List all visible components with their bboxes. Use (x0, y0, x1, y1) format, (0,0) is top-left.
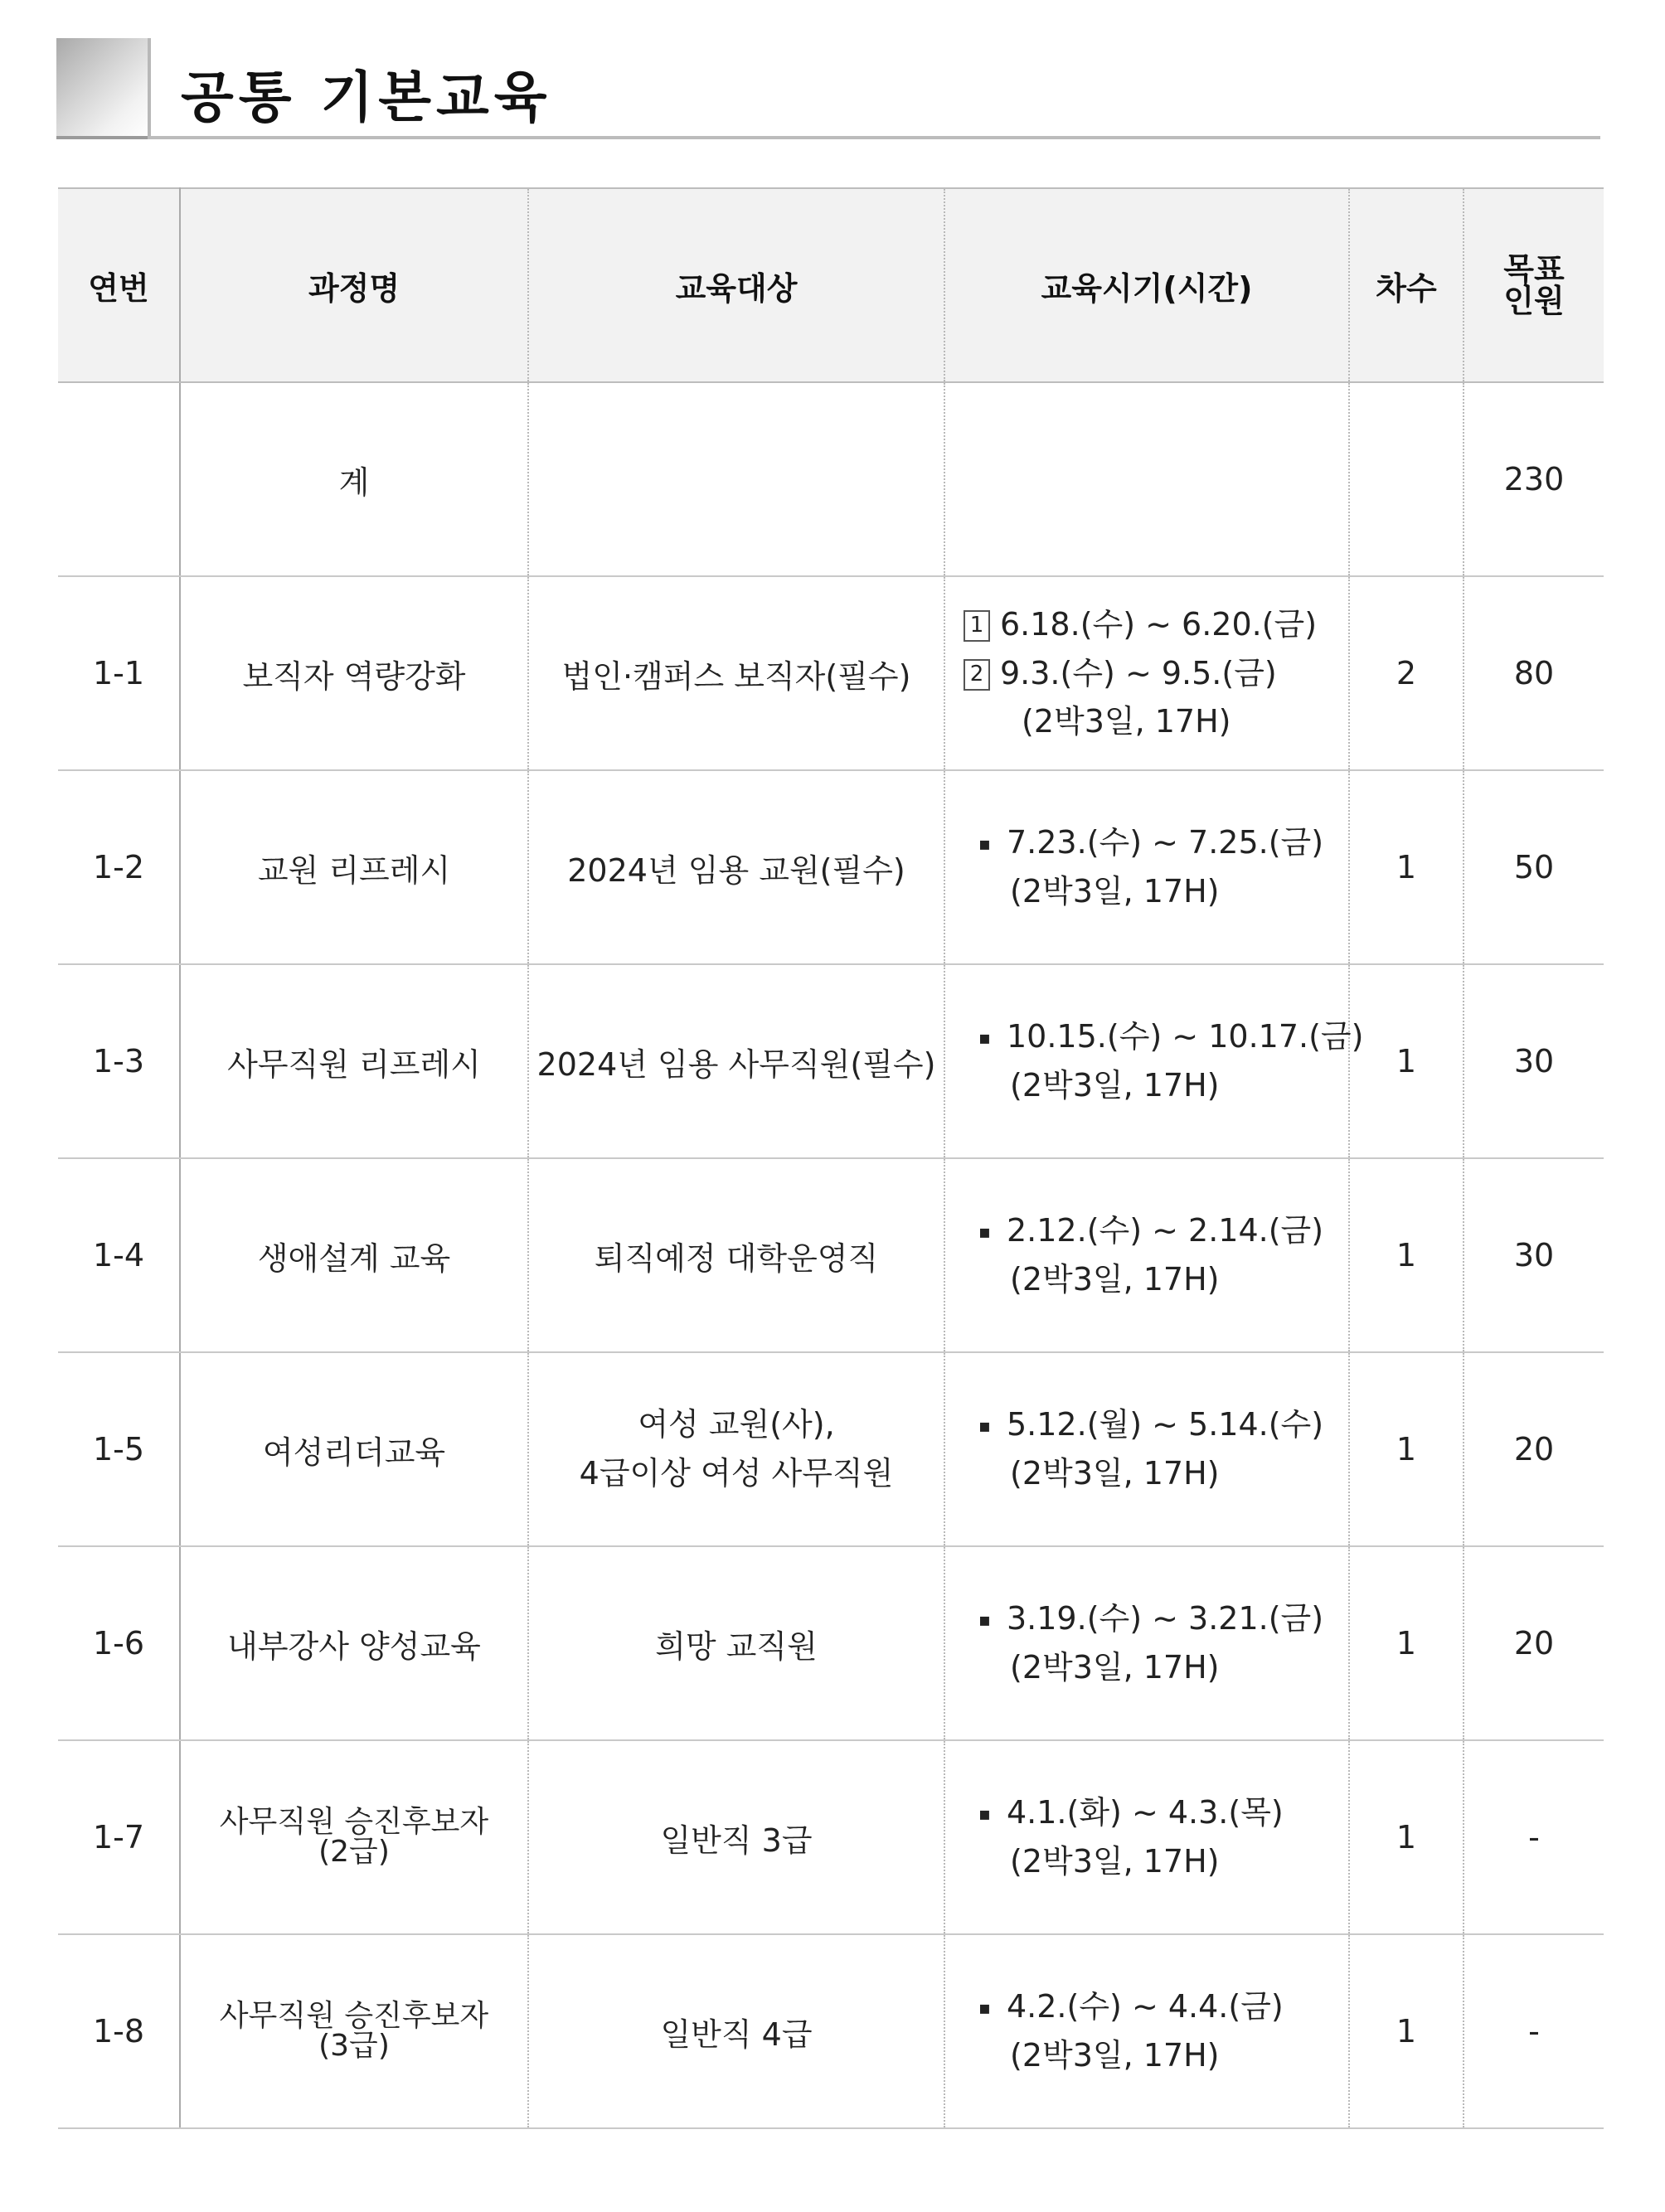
table-row (58, 1740, 1604, 1934)
header-course: 과정명 (180, 188, 528, 382)
total-target-cell (528, 382, 944, 576)
title-decoration-box (56, 38, 151, 138)
row-course-line1: 사무직원 승진후보자 (219, 1805, 489, 1839)
row-sessions: 1 (1349, 1352, 1464, 1546)
row-goal: 20 (1464, 1352, 1604, 1546)
bullet-icon: ▪ (978, 1027, 991, 1049)
row-course: 보직자 역량강화 (180, 576, 528, 770)
row-course: 교원 리프레시 (180, 770, 528, 964)
row-course: 사무직원 리프레시 (180, 964, 528, 1158)
row-target: 일반직 4급 (528, 1934, 944, 2128)
period-date: 10.15.(수) ~ 10.17.(금) (1007, 1018, 1364, 1055)
period-note: (2박3일, 17H) (1010, 2037, 1220, 2074)
total-label: 계 (180, 382, 528, 576)
row-target: 일반직 3급 (528, 1740, 944, 1934)
row-period (944, 1740, 1349, 1934)
row-target-line2: 4급이상 여성 사무직원 (579, 1455, 894, 1492)
row-no: 1-4 (58, 1158, 180, 1352)
row-course-line1: 사무직원 승진후보자 (219, 1999, 489, 2033)
period-item (978, 1206, 1348, 1255)
bullet-icon: ▪ (978, 1221, 991, 1243)
period-date: 2.12.(수) ~ 2.14.(금) (1007, 1212, 1324, 1249)
total-sessions-cell (1349, 382, 1464, 576)
bullet-icon: ▪ (978, 1415, 991, 1437)
row-goal: 30 (1464, 1158, 1604, 1352)
row-period (944, 1352, 1349, 1546)
row-target: 법인·캠퍼스 보직자(필수) (528, 576, 944, 770)
row-no: 1-3 (58, 964, 180, 1158)
period-item (964, 600, 1348, 649)
row-course (180, 1740, 528, 1934)
period-item (978, 1400, 1348, 1449)
row-goal: 80 (1464, 576, 1604, 770)
number-box-icon: 1 (964, 610, 990, 642)
header-period: 교육시기(시간) (944, 188, 1349, 382)
row-goal: - (1464, 1740, 1604, 1934)
period-item (964, 649, 1348, 698)
header-no: 연번 (58, 188, 180, 382)
table-row (58, 1934, 1604, 2128)
row-no: 1-6 (58, 1546, 180, 1740)
row-goal: 50 (1464, 770, 1604, 964)
header-goal-line2: 인원 (1503, 283, 1565, 319)
period-item (978, 1982, 1348, 2031)
row-target: 2024년 임용 사무직원(필수) (528, 964, 944, 1158)
row-target: 희망 교직원 (528, 1546, 944, 1740)
row-course: 내부강사 양성교육 (180, 1546, 528, 1740)
row-period (944, 1546, 1349, 1740)
header-sessions: 차수 (1349, 188, 1464, 382)
row-goal: 30 (1464, 964, 1604, 1158)
period-date: 4.2.(수) ~ 4.4.(금) (1007, 1988, 1284, 2025)
row-sessions: 1 (1349, 964, 1464, 1158)
row-course-line2: (2급) (318, 1835, 390, 1869)
row-no: 1-7 (58, 1740, 180, 1934)
period-date: 6.18.(수) ~ 6.20.(금) (1000, 605, 1318, 643)
row-sessions: 1 (1349, 1158, 1464, 1352)
row-sessions: 1 (1349, 770, 1464, 964)
total-no-cell (58, 382, 180, 576)
period-item (978, 1788, 1348, 1837)
period-date: 9.3.(수) ~ 9.5.(금) (1000, 654, 1277, 691)
header-goal-line1: 목표 (1503, 251, 1565, 288)
course-table (58, 187, 1604, 2129)
table-row (58, 1546, 1604, 1740)
row-target-line1: 여성 교원(사), (638, 1406, 835, 1443)
row-no: 1-8 (58, 1934, 180, 2128)
period-item (978, 818, 1348, 867)
title-underline (148, 136, 1600, 139)
row-course: 생애설계 교육 (180, 1158, 528, 1352)
table-header-row (58, 188, 1604, 382)
period-item (978, 1012, 1364, 1061)
number-box-icon: 2 (964, 659, 990, 691)
header-goal (1464, 188, 1604, 382)
table-row (58, 1352, 1604, 1546)
total-goal: 230 (1464, 382, 1604, 576)
period-date: 5.12.(월) ~ 5.14.(수) (1007, 1406, 1324, 1443)
period-note: (2박3일, 17H) (1010, 1455, 1220, 1492)
row-sessions: 1 (1349, 1934, 1464, 2128)
row-goal: - (1464, 1934, 1604, 2128)
table-row (58, 770, 1604, 964)
period-note: (2박3일, 17H) (1010, 1067, 1220, 1104)
bullet-icon: ▪ (978, 1997, 991, 2019)
row-target (528, 1352, 944, 1546)
row-period (944, 964, 1364, 1158)
row-course (180, 1934, 528, 2128)
header-target: 교육대상 (528, 188, 944, 382)
period-note: (2박3일, 17H) (1022, 703, 1231, 740)
page-title: 공통 기본교육 (181, 65, 552, 129)
period-note: (2박3일, 17H) (1010, 1649, 1220, 1686)
period-date: 3.19.(수) ~ 3.21.(금) (1007, 1600, 1324, 1637)
period-date: 4.1.(화) ~ 4.3.(목) (1007, 1794, 1284, 1831)
row-sessions: 1 (1349, 1740, 1464, 1934)
total-period-cell (944, 382, 1349, 576)
row-sessions: 1 (1349, 1546, 1464, 1740)
total-row (58, 382, 1604, 576)
bullet-icon: ▪ (978, 833, 991, 855)
row-period (944, 1934, 1349, 2128)
period-note: (2박3일, 17H) (1010, 873, 1220, 910)
table-row (58, 576, 1604, 770)
row-period (944, 770, 1349, 964)
table-row (58, 964, 1604, 1158)
row-no: 1-5 (58, 1352, 180, 1546)
period-item (978, 1594, 1348, 1643)
title-underline-accent (56, 136, 148, 139)
row-target: 2024년 임용 교원(필수) (528, 770, 944, 964)
row-period (944, 576, 1349, 770)
bullet-icon: ▪ (978, 1803, 991, 1825)
table-row (58, 1158, 1604, 1352)
row-target: 퇴직예정 대학운영직 (528, 1158, 944, 1352)
period-note: (2박3일, 17H) (1010, 1843, 1220, 1880)
period-note: (2박3일, 17H) (1010, 1261, 1220, 1298)
row-course: 여성리더교육 (180, 1352, 528, 1546)
row-sessions: 2 (1349, 576, 1464, 770)
bullet-icon: ▪ (978, 1609, 991, 1631)
row-no: 1-1 (58, 576, 180, 770)
period-date: 7.23.(수) ~ 7.25.(금) (1007, 824, 1324, 861)
section-title-bar (56, 38, 1600, 139)
row-course-line2: (3급) (318, 2029, 390, 2063)
row-no: 1-2 (58, 770, 180, 964)
row-goal: 20 (1464, 1546, 1604, 1740)
row-period (944, 1158, 1349, 1352)
